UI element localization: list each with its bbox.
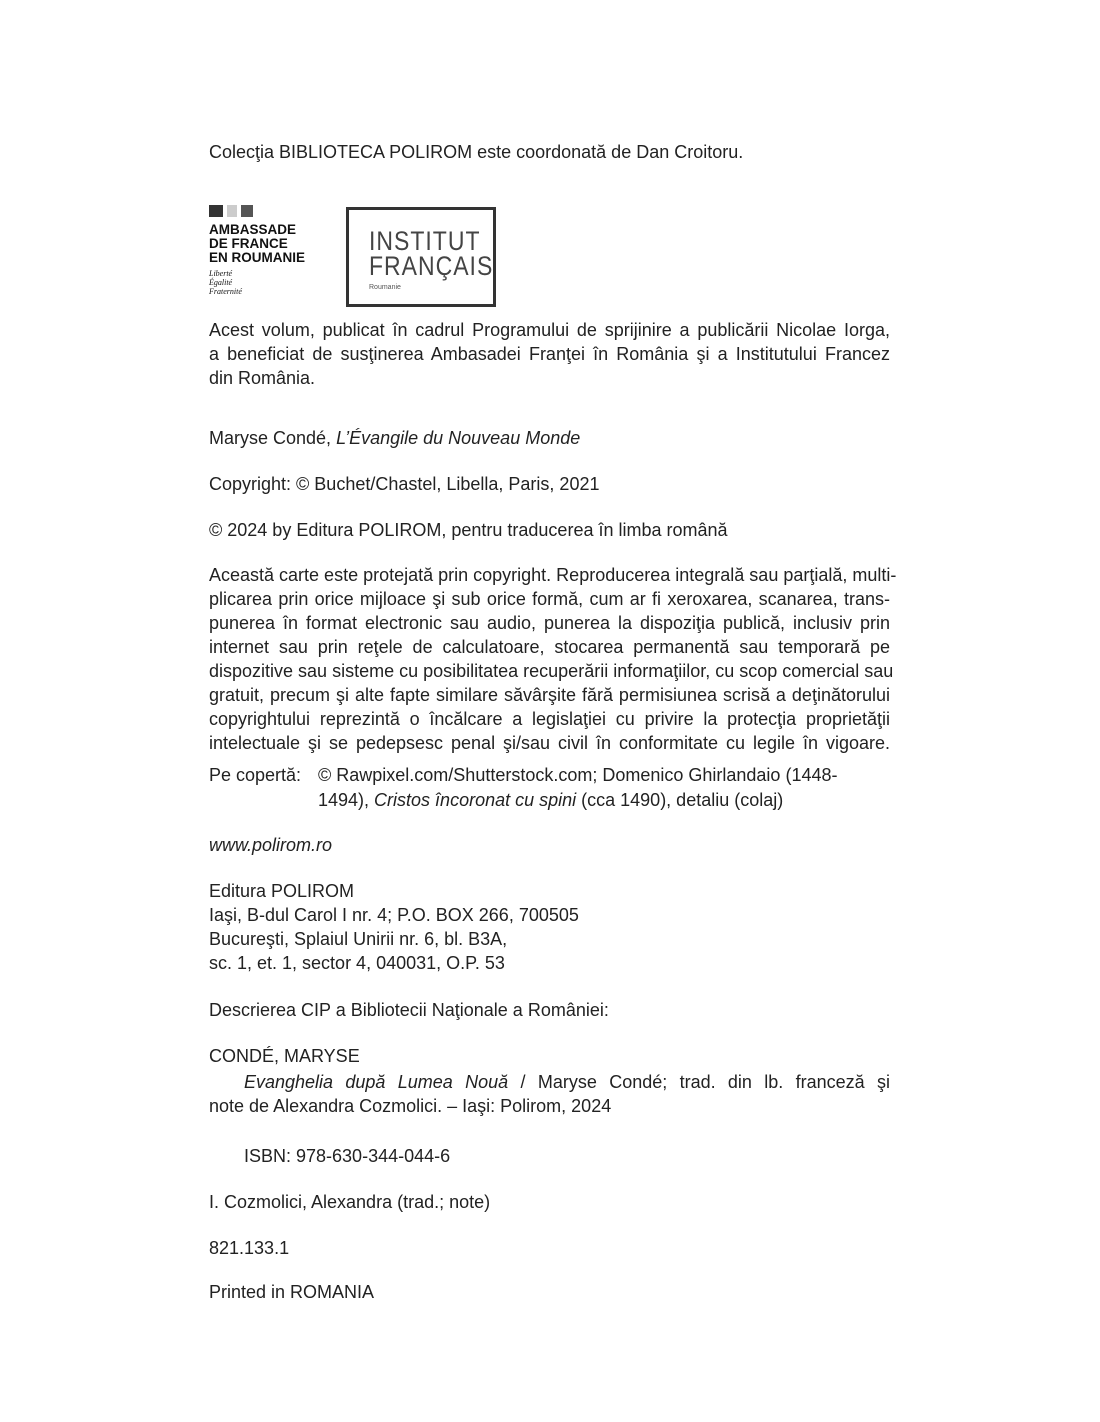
support-line: Acest volum, publicat în cadrul Programului de sprijinire a publicării Nicolae Iorga, [209, 320, 890, 340]
support-line: a beneficiat de susţinerea Ambasadei Franţei în România şi a Institutului Francez [209, 344, 890, 364]
cip-classification: 821.133.1 [209, 1238, 290, 1258]
logo-text: DE FRANCE [209, 236, 288, 251]
support-line: din România. [209, 368, 316, 388]
printed-in: Printed in ROMANIA [209, 1282, 375, 1302]
cip-contributor: I. Cozmolici, Alexandra (trad.; note) [209, 1192, 491, 1212]
publisher-line: Editura POLIROM [209, 881, 355, 901]
french-flag-icon [209, 205, 329, 217]
cover-credit: 1494), Cristos încoronat cu spini (cca 1490), detaliu (colaj) [318, 790, 784, 810]
collection-note: Colecţia BIBLIOTECA POLIROM este coordonată de Dan Croitoru. [209, 142, 744, 162]
logo-text: EN ROUMANIE [209, 250, 306, 265]
legal-line: copyrightului reprezintă o încălcare a legislaţiei cu privire la protecţia proprietăţii [209, 709, 890, 729]
cip-title-line: note de Alexandra Cozmolici. – Iaşi: Polirom, 2024 [209, 1096, 612, 1116]
motto: Liberté Égalité Fraternité [209, 269, 242, 296]
ambassade-logo [209, 205, 329, 296]
legal-line: internet sau prin reţele de calculatoare, stocarea permanentă sau temporară pe [209, 637, 890, 657]
legal-line: dispozitive sau sisteme cu posibilitatea recuperării informaţiilor, cu scop comercial sau [209, 661, 894, 681]
publisher-line: sc. 1, et. 1, sector 4, 040031, O.P. 53 [209, 953, 505, 973]
copyright-translation: © 2024 by Editura POLIROM, pentru traducerea în limba română [209, 520, 728, 540]
institut-francais-logo: INSTITUT FRANÇAIS Roumanie [346, 207, 496, 307]
legal-line: Această carte este protejată prin copyright. Reproducerea integrală sau parţială, multi- [209, 565, 897, 585]
cip-title-line: Evanghelia după Lumea Nouă / Maryse Condé; trad. din lb. franceză şi [244, 1072, 890, 1092]
logo-text: AMBASSADE [209, 222, 297, 237]
legal-line: intelectuale şi se pedepsesc penal şi/sau civil în conformitate cu legile în vigoare. [209, 733, 890, 753]
legal-line: punerea în format electronic sau audio, punerea la dispoziţia publică, inclusiv prin [209, 613, 890, 633]
cover-label: Pe copertă: [209, 765, 302, 785]
website-link[interactable]: www.polirom.ro [209, 835, 333, 855]
cip-heading: Descrierea CIP a Bibliotecii Naţionale a României: [209, 1000, 609, 1020]
publisher-line: Iaşi, B-dul Carol I nr. 4; P.O. BOX 266, 700505 [209, 905, 579, 925]
publisher-line: Bucureşti, Splaiul Unirii nr. 6, bl. B3A, [209, 929, 508, 949]
cover-credit: © Rawpixel.com/Shutterstock.com; Domenico Ghirlandaio (1448- [318, 765, 838, 785]
legal-line: gratuit, precum şi alte fapte similare săvârşite fără permisiunea scrisă a deţinătorului [209, 685, 890, 705]
original-work: Maryse Condé, L’Évangile du Nouveau Monde [209, 428, 581, 448]
cip-author: CONDÉ, MARYSE [209, 1046, 360, 1066]
legal-line: plicarea prin orice mijloace şi sub orice formă, cum ar fi xeroxarea, scanarea, trans- [209, 589, 890, 609]
isbn: ISBN: 978-630-344-044-6 [244, 1146, 451, 1166]
copyright-original: Copyright: © Buchet/Chastel, Libella, Paris, 2021 [209, 474, 600, 494]
